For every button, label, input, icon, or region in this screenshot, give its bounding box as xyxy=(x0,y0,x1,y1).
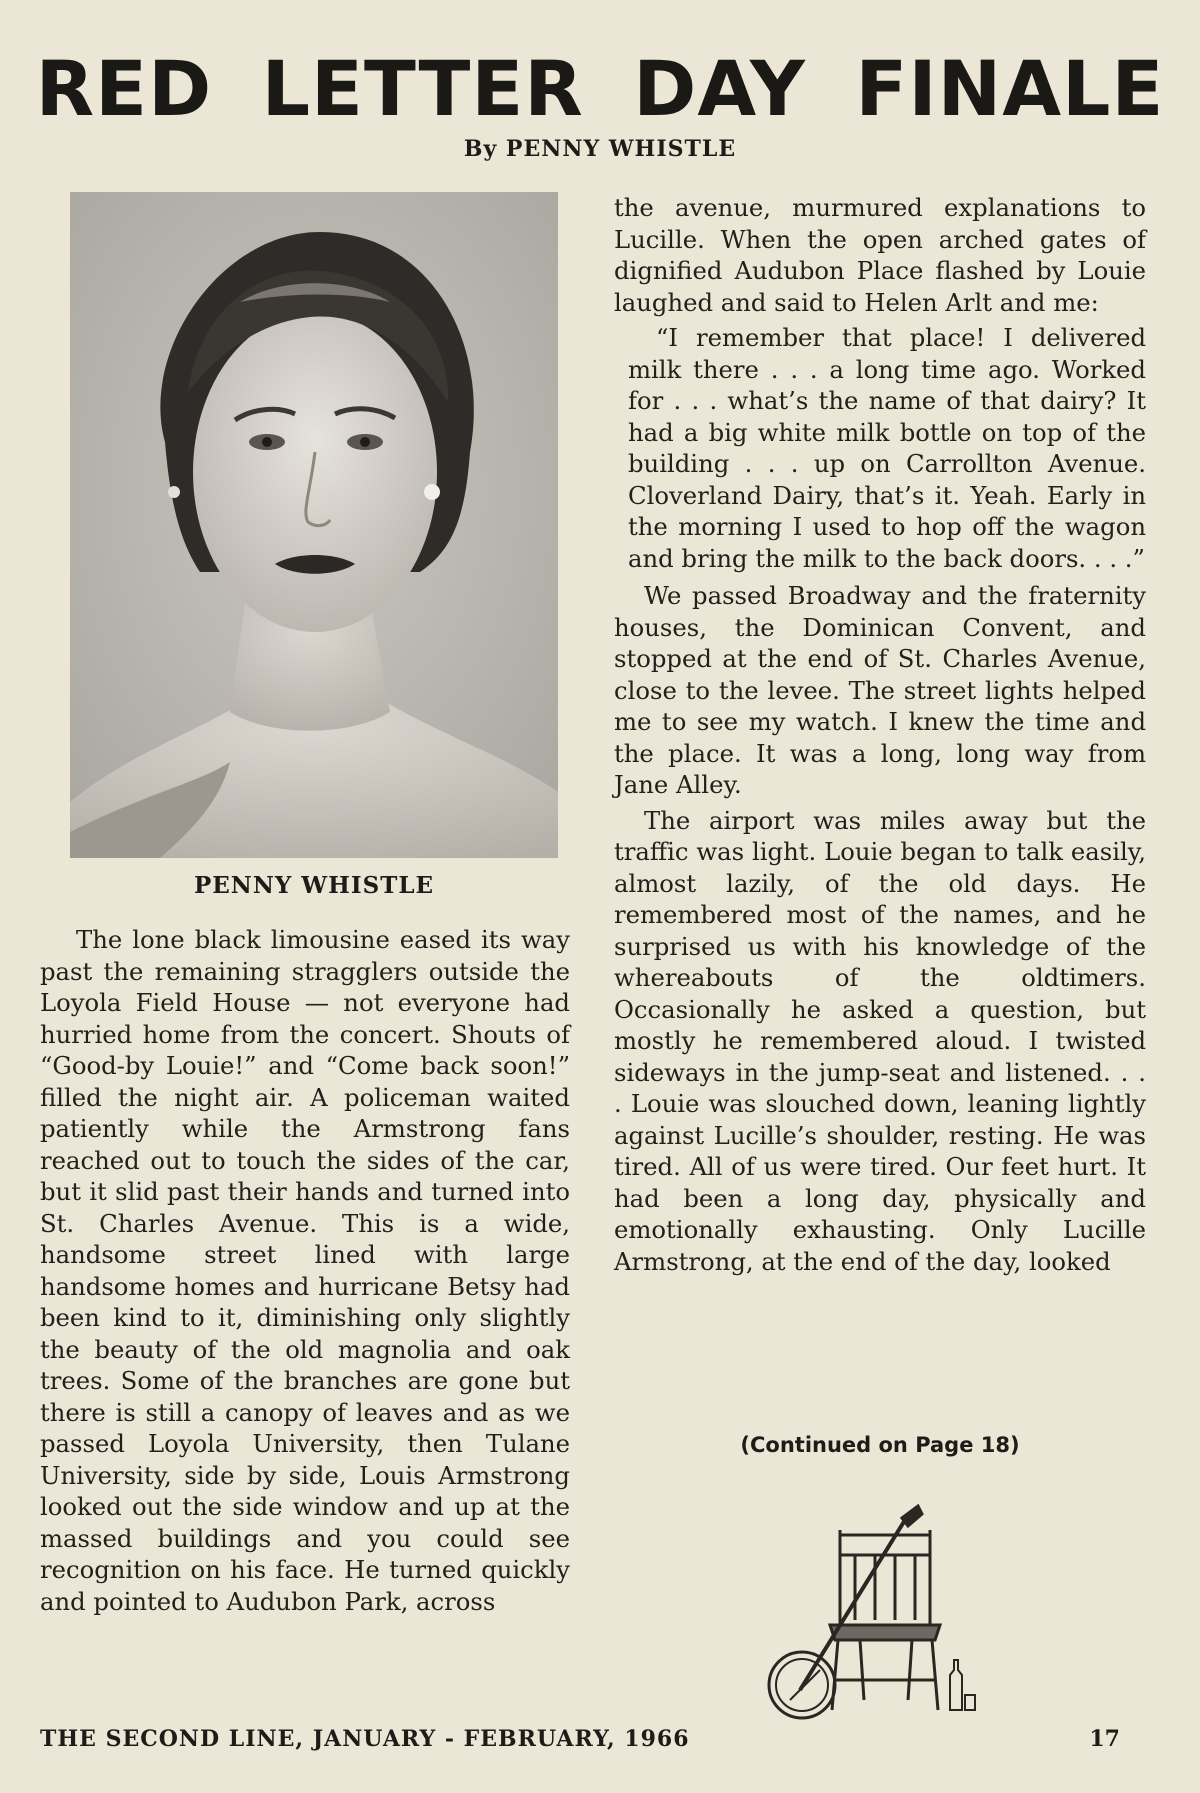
continued-notice: (Continued on Page 18) xyxy=(740,1433,1020,1457)
body-paragraph-3: The airport was miles away but the traffic was light. Louie began to talk easily, almost lazily, of the old days. He remembered most of the names, and he surprised us with his knowledge of the whereabouts of the oldtimers. Occasionally he asked a question, but mostly he remembered aloud. I twisted sideways in the jump-seat and listened. . . . Louie was slouched down, leaning lightly against Lucille’s shoulder, resting. He was tired. All of us were tired. Our feet hurt. It had been a long day, physically and emotionally exhausting. Only Lucille Armstrong, at the end of the day, looked xyxy=(614,805,1146,1276)
body-paragraph-1: The lone black limousine eased its way past the remaining stragglers outside the Loyola Field House — not everyone had hurried home from the concert. Shouts of “Good-by Louie!” and “Come back soon!” filled the night air. A policeman waited patiently while the Armstrong fans reached out to touch the sides of the car, but it slid past their hands and turned into St. Charles Avenue. This is a wide, handsome street lined with large handsome homes and hurricane Betsy had been kind to it, diminishing only slightly the beauty of the old magnolia and oak trees. Some of the branches are gone but there is still a canopy of leaves and as we passed Loyola University, then Tulane University, side by side, Louis Armstrong looked out the side window and up at the massed buildings and you could see recognition on his face. He turned quickly and pointed to Audubon Park, across xyxy=(40,925,570,1616)
page-number: 17 xyxy=(1089,1726,1120,1752)
right-column xyxy=(614,192,1146,1277)
portrait-photo xyxy=(70,192,558,858)
body-paragraph-continued: the avenue, murmured explanations to Lucille. When the open arched gates of dignified Audubon Place flashed by Louie laughed and said to Helen Arlt and me: xyxy=(614,193,1146,317)
publication-footer: THE SECOND LINE, JANUARY - FEBRUARY, 1966 xyxy=(40,1726,690,1752)
quote-paragraph: “I remember that place! I delivered milk there . . . a long time ago. Worked for . . . what’s the name of that dairy? It had a big white milk bottle on top of the building . . . up on Carrollton Avenue. Cloverland Dairy, that’s it. Yeah. Early in the morning I used to hop off the wagon and bring the milk to the back doors. . . .” xyxy=(628,323,1146,573)
left-column xyxy=(40,924,570,1617)
article-title: RED LETTER DAY FINALE xyxy=(35,44,1165,133)
body-paragraph-2: We passed Broadway and the fraternity houses, the Dominican Convent, and stopped at the end of St. Charles Avenue, close to the levee. The street lights helped me to see my watch. I knew the time and the place. It was a long, long way from Jane Alley. xyxy=(614,581,1146,799)
banjo-chair-illustration xyxy=(760,1500,980,1720)
article-byline: By PENNY WHISTLE xyxy=(463,136,737,162)
photo-caption: PENNY WHISTLE xyxy=(193,872,435,899)
